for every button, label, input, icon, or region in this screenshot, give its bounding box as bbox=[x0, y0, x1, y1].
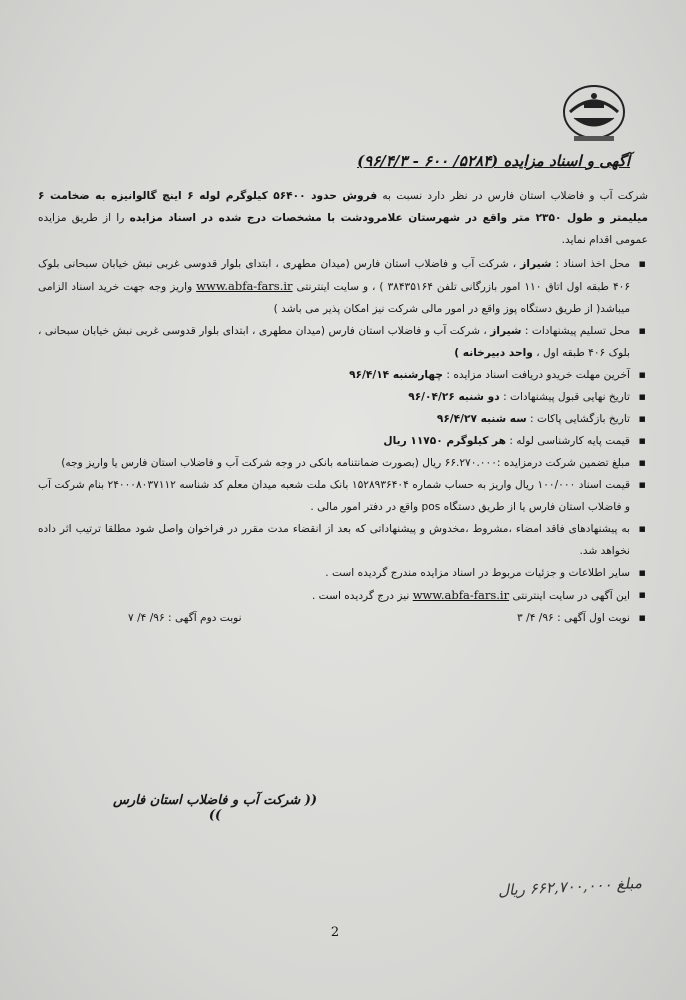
item-label: تاریخ نهایی قبول پیشنهادات : bbox=[503, 391, 630, 403]
list-item bbox=[38, 386, 648, 408]
item-value: دو شنبه ۹۶/۰۴/۲۶ bbox=[408, 391, 500, 403]
item-value: چهارشنبه ۹۶/۴/۱۴ bbox=[349, 369, 444, 381]
item-label: تاریخ بازگشایی پاکات : bbox=[530, 413, 630, 425]
list-item bbox=[38, 584, 648, 607]
handwritten-note: مبلغ ۶۶۲,۷۰۰,۰۰۰ ریال bbox=[497, 873, 643, 900]
list-item bbox=[38, 320, 648, 364]
company-logo-icon bbox=[560, 82, 628, 144]
website-link[interactable]: www.abfa-fars.ir bbox=[196, 279, 293, 293]
terms-list bbox=[38, 253, 648, 629]
intro-paragraph bbox=[38, 185, 648, 251]
intro-text-1: شرکت آب و فاضلاب استان فارس در نظر دارد نسبت به bbox=[382, 190, 648, 202]
page-title: آگهی و اسناد مزایده (۵۲۸۴/ ۶۰۰ - ۹۶/۴/۳) bbox=[357, 152, 630, 170]
item-text: نیز درج گردیده است . bbox=[311, 590, 410, 602]
list-item bbox=[38, 430, 648, 452]
intro-text-bold: فروش حدود ۵۶۴۰۰ کیلوگرم لوله ۶ اینچ گالوانیزه به ضخامت ۶ میلیمتر و طول ۲۳۵۰ متر واقع در شهرستان علامرودشت با مشخصات درج شده در اسناد مزایده bbox=[38, 190, 648, 224]
item-text: این آگهی در سایت اینترنتی bbox=[512, 590, 630, 602]
website-link[interactable]: www.abfa-fars.ir bbox=[412, 588, 510, 602]
item-value: شیراز bbox=[520, 258, 552, 270]
item-text: ، شرکت آب و فاضلاب استان فارس (میدان مطهری ، ابتدای بلوار قدوسی غربی نبش خیابان سبحانی ، بلوک ۴۰۶ طبقه اول ، bbox=[38, 325, 630, 359]
first-announcement-date: ▪ نوبت اول آگهی : ۹۶/ ۴/ ۳ bbox=[517, 612, 630, 624]
list-item bbox=[38, 253, 648, 320]
list-item bbox=[38, 607, 648, 629]
company-signature: (( شرکت آب و فاضلاب استان فارس )) bbox=[112, 793, 318, 823]
item-value: سه شنبه ۹۶/۴/۲۷ bbox=[436, 413, 527, 425]
item-text: ، شرکت آب و فاضلاب استان فارس (میدان مطهری ، ابتدای بلوار قدوسی غربی نبش خیابان سبحانی بلوک ۴۰۶ طبقه اول اتاق ۱۱۰ امور بازرگانی تلفن ۳۸۴۳۵۱۶۴ ) ، و سایت اینترنتی bbox=[38, 258, 631, 293]
item-label: محل تسلیم پیشنهادات : bbox=[524, 325, 630, 337]
item-label: قیمت پایه کارشناسی لوله : bbox=[509, 435, 630, 447]
list-item: ▪ به پیشنهادهای فاقد امضاء ،مشروط ،مخدوش و پیشنهاداتی که بعد از انقضاء مدت مقرر در فراخوان واصل شود مطلقا ترتیب اثر داده نخواهد شد. bbox=[38, 518, 648, 562]
intro-text-2: را از طریق مزایده عمومی اقدام نماید. bbox=[38, 212, 648, 246]
item-text: واریز وجه جهت خرید اسناد الزامی میباشد( از طریق دستگاه پوز واقع در امور مالی شرکت نیز امکان پذیر می باشد ) bbox=[38, 281, 630, 315]
item-value: واحد دبیرخانه ) bbox=[454, 347, 533, 359]
page-number: 2 bbox=[330, 925, 340, 940]
list-item: ▪ قیمت اسناد ۱۰۰/۰۰۰ ریال واریز به حساب شماره ۱۵۲۸۹۳۶۴۰۴ بانک ملت شعبه میدان معلم کد شناسه ۲۴۰۰۰۸۰۳۷۱۱۲ بنام شرکت آب و فاضلاب استان فارس یا از طریق دستگاه pos واقع در دفتر امور مالی . bbox=[38, 474, 648, 518]
list-item bbox=[38, 408, 648, 430]
item-label: آخرین مهلت خریدو دریافت اسناد مزایده : bbox=[446, 369, 630, 381]
announcement-dates bbox=[38, 607, 630, 629]
list-item bbox=[38, 364, 648, 386]
item-value: شیراز bbox=[490, 325, 522, 337]
item-label: محل اخذ اسناد : bbox=[555, 258, 630, 270]
list-item: ▪ سایر اطلاعات و جزئیات مربوط در اسناد مزایده مندرج گردیده است . bbox=[38, 562, 648, 584]
list-item: ▪ مبلغ تضمین شرکت درمزایده :۶۶.۲۷۰.۰۰۰ ریال (بصورت ضمانتنامه بانکی در وجه شرکت آب و فاضلاب استان فارس یا واریز وجه) bbox=[38, 452, 648, 474]
item-value: هر کیلوگرم ۱۱۷۵۰ ریال bbox=[383, 435, 506, 447]
second-announcement-date: نوبت دوم آگهی : ۹۶/ ۴/ ۷ bbox=[128, 612, 242, 624]
document-body bbox=[38, 185, 648, 629]
